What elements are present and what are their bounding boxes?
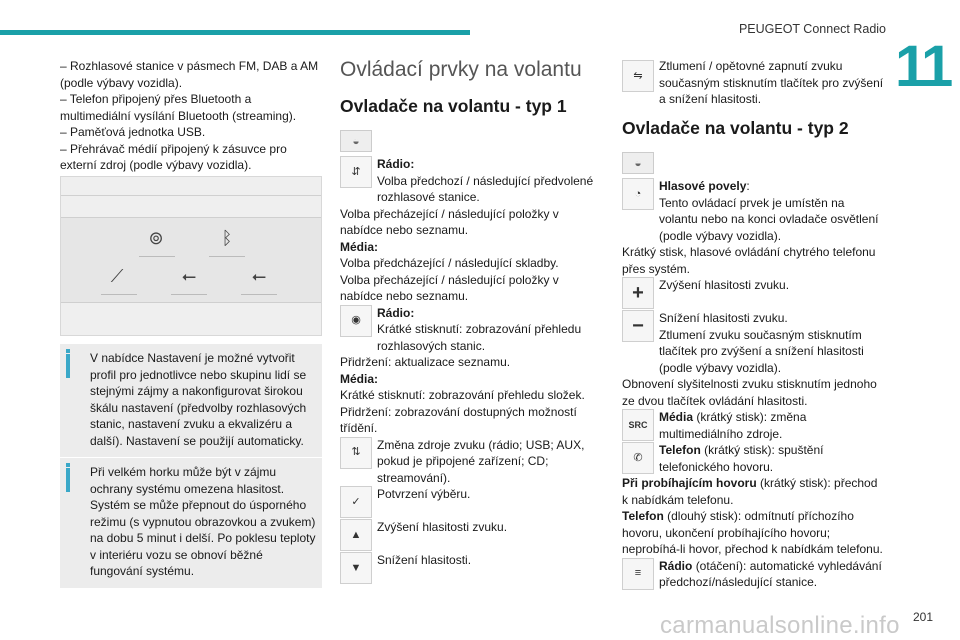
- volume-down-icon: ▼: [340, 552, 372, 584]
- source-list: [60, 58, 322, 174]
- usb-icon: ⭠: [251, 266, 267, 286]
- mute-instruction: ⇋ Ztlumení / opětovné zapnutí zvuku současným stisknutím tlačítek pro zvýšení a snížení hlasitosti.: [622, 58, 884, 108]
- page-header-title: PEUGEOT Connect Radio: [738, 22, 886, 36]
- thumbwheel-press-icon: ◉: [340, 305, 372, 337]
- thumbwheel-icon: ≡: [622, 558, 654, 590]
- minus-icon: −: [622, 310, 654, 342]
- wifi-signal-icon: ⊚: [148, 228, 164, 248]
- list-item: – Rozhlasové stanice v pásmech FM, DAB a AM (podle výbavy vozidla).: [60, 59, 319, 90]
- header-accent-bar: [0, 30, 470, 35]
- info-icon: [66, 468, 70, 492]
- mute-icon: ⇋: [622, 60, 654, 92]
- type2-controls: ◔ Hlasové povely: Tento ovládací prvek je umístěn na volantu nebo na konci ovladače osvětlení (podle výbavy vozidla). Krátký stisk, hlasové ovládání chytrého telefonu přes systém. + Zvýšení hlasitosti zvuku. − Snížení hlasitosti zvuku. Ztlumení zvuku současným stisknutím tlačítek pro zvýšení a snížení hlasitosti (podle výbavy vozidla). Obnovení slyšitelnosti zvuku stisknutím jednoho ze dvou tlačítek ovládání hlasitosti. SRC Média (krátký stisk): změna multimediálního zdroje. ✆ Telefon (krátký stisk): spuštění telefonického hovoru. Při probíhajícím hovoru (krátký stisk): přechod k nabídkám telefonu. Telefon (dlouhý stisk): odmítnutí příchozího hovoru, ukončení probíhajícího hovoru; neprobíhá-li hovor, přechod k nabídkám telefonu. ≡ Rádio (otáčení): automatické vyhledávání předchozí/následující stanice.: [622, 179, 883, 589]
- connectivity-panel-illustration: [60, 176, 322, 336]
- steering-wheel-icon: ◒: [622, 152, 654, 174]
- steering-wheel-icon: ◒: [340, 130, 372, 152]
- bluetooth-icon: ᛒ: [221, 228, 233, 248]
- voice-command-icon: ◔: [622, 178, 654, 210]
- port-panel: [61, 217, 321, 303]
- volume-up-icon: ▲: [340, 519, 372, 551]
- page-number: 201: [912, 610, 933, 624]
- list-item: – Paměťová jednotka USB.: [60, 125, 206, 139]
- subsection-title-type1: Ovladače na volantu - typ 1: [340, 96, 567, 116]
- type1-controls: ⇵ Rádio: Volba předchozí / následující předvolené rozhlasové stanice. Volba přecházející / následující položky v nabídce nebo seznamu. Média: Volba předcházející / následující skladby. Volba přecházející / následující položky v nabídce nebo seznamu. ◉ Rádio: Krátké stisknutí: zobrazování přehledu rozhlasových stanic. Přidržení: aktualizace seznamu. Média: Krátké stisknutí: zobrazování přehledu složek. Přidržení: zobrazování dostupných možností třídění. ⇅ Změna zdroje zvuku (rádio; USB; AUX, pokud je připojené zařízení; CD; streamování). ✓ Potvrzení výběru. ▲ Zvýšení hlasitosti zvuku. ▼ Snížení hlasitosti.: [340, 156, 602, 585]
- radio-switch-icon: ⇵: [340, 156, 372, 188]
- phone-icon: ✆: [622, 442, 654, 474]
- list-item: – Telefon připojený přes Bluetooth a multimediální vysílání Bluetooth (streaming).: [60, 92, 297, 123]
- usb-icon: ⭠: [181, 266, 197, 286]
- plus-icon: +: [622, 277, 654, 309]
- source-switch-icon: ⇅: [340, 437, 372, 469]
- section-title: Ovládací prvky na volantu: [340, 58, 582, 81]
- src-icon: SRC: [622, 409, 654, 441]
- info-icon: [66, 354, 70, 378]
- subsection-title-type2: Ovladače na volantu - typ 2: [622, 118, 849, 138]
- list-item: – Přehrávač médií připojený k zásuvce pro externí zdroj (podle výbavy vozidla).: [60, 141, 287, 172]
- aux-jack-icon: ⟋: [110, 266, 124, 286]
- chapter-number: 11: [895, 34, 951, 99]
- watermark: carmanualsonline.info: [660, 612, 900, 639]
- info-note-heat: Při velkém horku může být v zájmu ochrany systému omezena hlasitost. Systém se může přepnout do úsporného režimu (s vypnutou obrazovkou a zvukem) na dobu 5 minut i delší. Po poklesu teploty v interiéru vozu se obnoví běžné fungování systému.: [60, 458, 322, 588]
- info-note-settings: V nabídce Nastavení je možné vytvořit profil pro jednotlivce nebo skupinu lidí se stejnými zájmy a nakonfigurovat širokou škálu nastavení (předvolby rozhlasových stanic, nastavení zvuku a ekvalizéru a další). Nastavení se použijí automaticky.: [60, 344, 322, 457]
- confirm-icon: ✓: [340, 486, 372, 518]
